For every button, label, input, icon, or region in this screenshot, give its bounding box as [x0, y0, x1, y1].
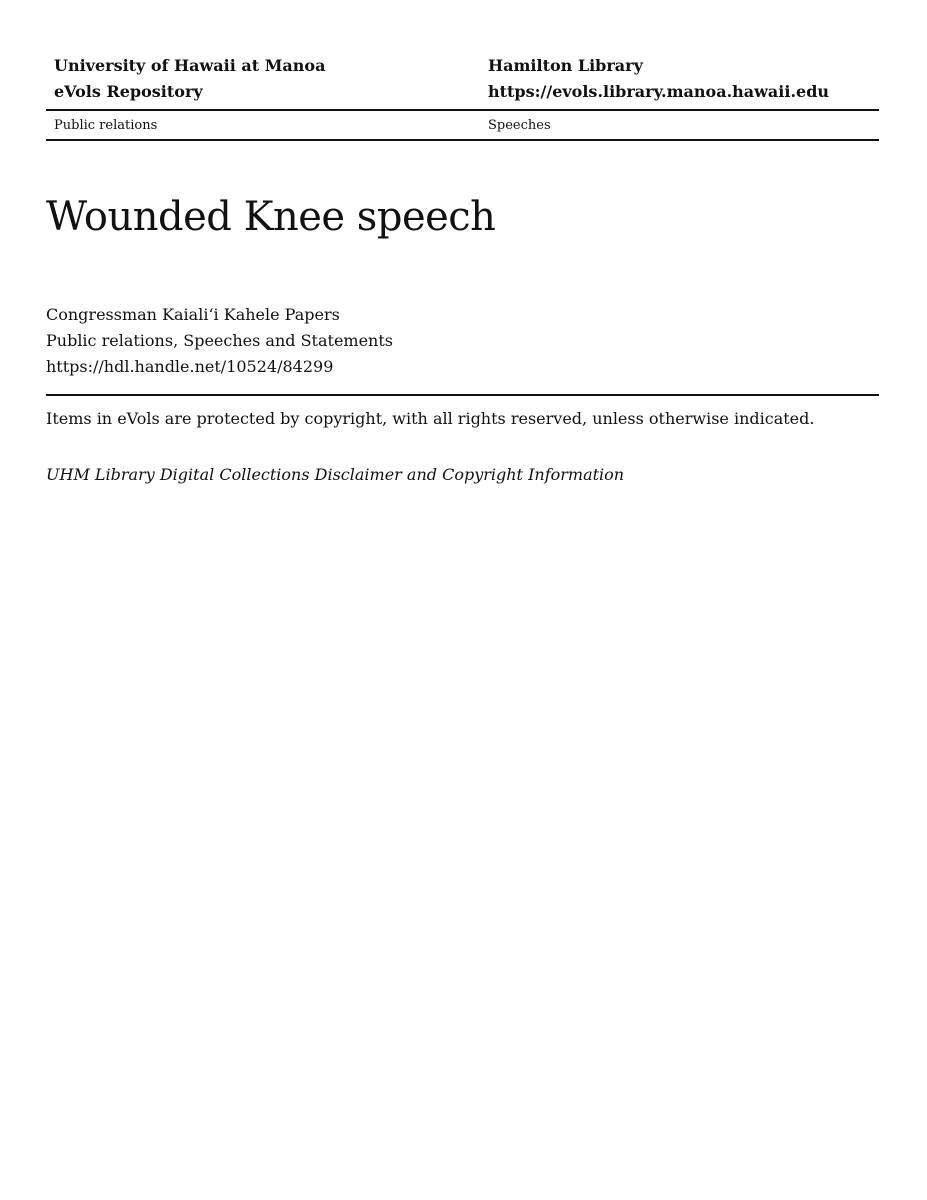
collection-name: Congressman Kaiali‘i Kahele Papers [46, 305, 340, 324]
repository-name: eVols Repository [46, 80, 480, 110]
library-name: Hamilton Library [488, 55, 643, 75]
disclaimer-link[interactable]: UHM Library Digital Collections Disclaimer and Copyright Information [46, 465, 625, 484]
header-table [46, 50, 879, 141]
document-metadata [46, 302, 393, 380]
divider [46, 394, 879, 396]
document-title: Wounded Knee speech [46, 194, 496, 240]
header-row-2 [46, 80, 879, 110]
rights-statement: Items in eVols are protected by copyright, with all rights reserved, unless otherwise indicated. [46, 409, 815, 428]
institution-name: University of Hawaii at Manoa [54, 55, 326, 75]
category-label: Public relations [46, 110, 480, 140]
handle-link[interactable]: https://hdl.handle.net/10524/84299 [46, 357, 334, 376]
subcategory-label: Speeches [480, 110, 879, 140]
header-row-1 [46, 50, 879, 80]
repository-url-link[interactable]: https://evols.library.manoa.hawaii.edu [480, 80, 879, 110]
document-page [46, 50, 879, 484]
series-name: Public relations, Speeches and Statements [46, 331, 393, 350]
category-row [46, 110, 879, 140]
